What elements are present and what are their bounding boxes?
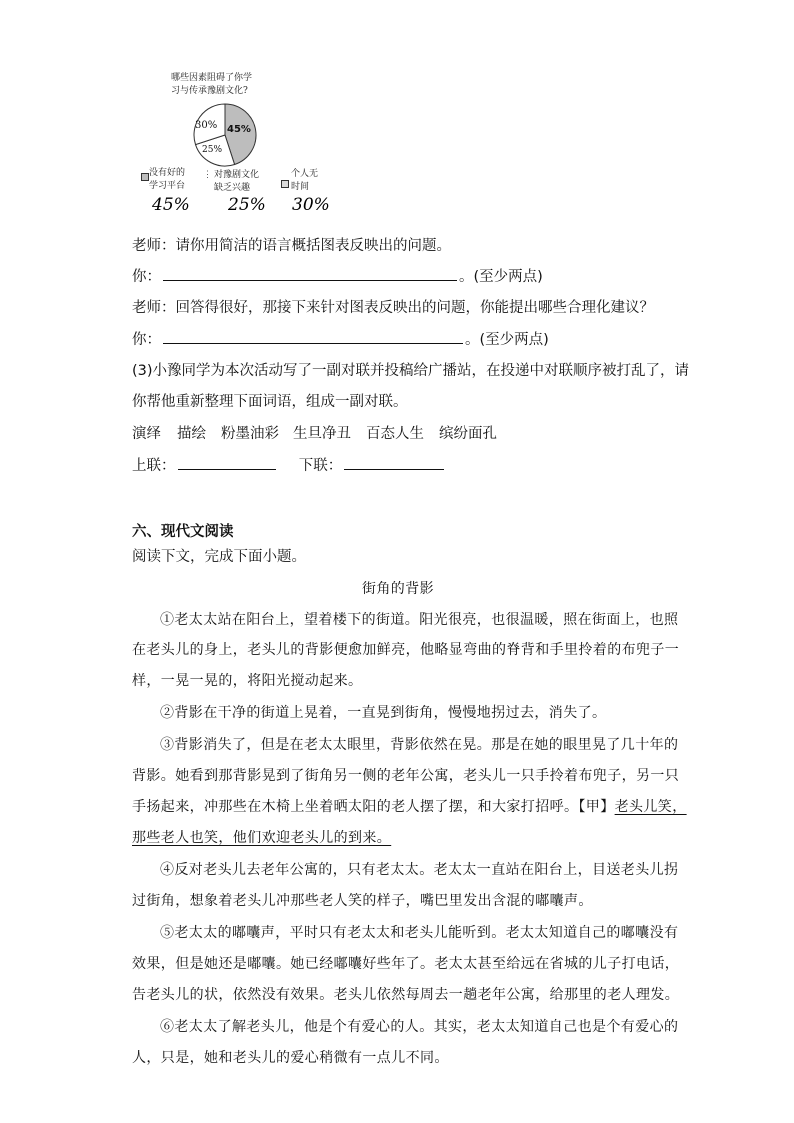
- answer-blank-1[interactable]: [163, 268, 457, 281]
- word-6: 缤纷面孔: [439, 426, 497, 442]
- passage-line-11: ⑤老太太的嘟囔声，平时只有老太太和老头儿能听到。老太太知道自己的嘟囔没有: [160, 925, 679, 941]
- underlined-jia-part-2: 那些老人也笑，他们欢迎老头儿的到来。: [132, 830, 392, 846]
- legend-item-1: [141, 166, 149, 185]
- couplet-line: [132, 454, 446, 475]
- passage-line-1: ①老太太站在阳台上，望着楼下的街道。阳光很亮，也很温暖，照在街面上，也照: [160, 612, 679, 628]
- legend-swatch-icon: [141, 173, 149, 181]
- passage-line-2: 在老头儿的身上，老头儿的背影便愈加鲜亮，他略显弯曲的脊背和手里拎着的布兜子一: [132, 642, 680, 658]
- passage-line-3: 样，一晃一晃的，将阳光搅动起来。: [132, 673, 363, 689]
- teacher-question-2: 老师：回答得很好，那接下来针对图表反映出的问题，你能提出哪些合理化建议？: [132, 300, 654, 316]
- legend-1-line2: 学习平台: [149, 181, 186, 191]
- word-3: 粉墨油彩: [221, 426, 279, 442]
- you-label: 你：: [132, 332, 161, 348]
- legend-3-handwritten: 30%: [292, 195, 330, 215]
- passage-line-7-text: 手扬起来，冲那些在木椅上坐着晒太阳的老人摆了摆，和大家打招呼。【甲】: [132, 799, 615, 815]
- passage-line-12: 效果，但是她还是嘟囔。她已经嘟囔好些年了。老太太甚至给远在省城的儿子打电话，: [132, 956, 680, 972]
- legend-2-line1: 对豫剧文化: [214, 170, 260, 180]
- legend-3-line1: 个人无: [291, 169, 319, 179]
- word-list: [132, 422, 532, 442]
- legend-1-handwritten: 45%: [152, 195, 190, 215]
- word-2: 描绘: [177, 426, 206, 442]
- legend-3-line2: 时间: [291, 182, 310, 192]
- upper-couplet-label: 上联：: [132, 458, 176, 474]
- passage-line-6: 背影。她看到那背影晃到了街角另一侧的老年公寓，老头儿一只手拎着布兜子，另一只: [132, 768, 680, 784]
- passage-line-5: ③背影消失了，但是在老太太眼里，背影依然在晃。那是在她的眼里晃了几十年的: [160, 737, 679, 753]
- answer-line-1: [132, 265, 543, 286]
- passage-line-14: ⑥老太太了解老头儿，他是个有爱心的人。其实，老太太知道自己也是个有爱心的: [160, 1019, 679, 1035]
- note-at-least-two: 。(至少两点): [459, 269, 543, 285]
- word-1: 演绎: [132, 426, 161, 442]
- passage-line-15: 人，只是，她和老头儿的爱心稍微有一点儿不同。: [132, 1050, 449, 1066]
- pie-chart: [190, 100, 260, 170]
- answer-line-2: [132, 328, 549, 349]
- lower-couplet-blank[interactable]: [344, 457, 444, 470]
- passage-line-13: 告老头儿的状，依然没有效果。老头儿依然每周去一趟老年公寓，给那里的老人理发。: [132, 987, 680, 1003]
- word-4: 生旦净丑: [293, 426, 351, 442]
- upper-couplet-blank[interactable]: [178, 457, 276, 470]
- passage-line-9: ④反对老头儿去老年公寓的，只有老太太。老太太一直站在阳台上，目送老头儿拐: [160, 862, 679, 878]
- question-3-line1: (3)小豫同学为本次活动写了一副对联并投稿给广播站，在投递中对联顺序被打乱了，请: [132, 363, 690, 379]
- question-3-line2: 你帮他重新整理下面词语，组成一副对联。: [132, 394, 408, 410]
- section-heading: 六、现代文阅读: [132, 524, 234, 540]
- chart-title-line1: 哪些因素阻碍了你学: [171, 73, 253, 83]
- underlined-jia-part-1: 老头儿笑，: [614, 799, 687, 815]
- passage-line-7: [132, 796, 687, 816]
- passage-line-4: ②背影在干净的街道上晃着，一直晃到街角，慢慢地拐过去，消失了。: [160, 705, 607, 721]
- passage-line-10: 过街角，想象着老头儿冲那些老人笑的样子，嘴巴里发出含混的嘟囔声。: [132, 893, 593, 909]
- word-5: 百态人生: [366, 426, 424, 442]
- section-instruction: 阅读下文，完成下面小题。: [132, 549, 306, 565]
- passage-title: 街角的背影: [362, 581, 434, 597]
- legend-swatch-icon: [281, 180, 289, 188]
- legend-2-handwritten: 25%: [228, 195, 266, 215]
- note-at-least-two: 。(至少两点): [465, 332, 549, 348]
- pie-label-30: 30%: [195, 120, 218, 131]
- pie-label-45: 45%: [227, 124, 251, 135]
- pie-label-25: 25%: [202, 145, 223, 155]
- teacher-question-1: 老师：请你用简洁的语言概括图表反映出的问题。: [132, 238, 451, 254]
- you-label: 你：: [132, 269, 161, 285]
- chart-title-line2: 习与传承豫剧文化?: [171, 86, 248, 96]
- legend-item-3: [281, 173, 289, 192]
- legend-2-line2: 缺乏兴趣: [214, 183, 251, 193]
- legend-1-line1: 没有好的: [149, 168, 186, 178]
- lower-couplet-label: 下联：: [298, 458, 343, 474]
- answer-blank-2[interactable]: [163, 331, 463, 344]
- legend-2-marks: ⋮: [203, 170, 212, 180]
